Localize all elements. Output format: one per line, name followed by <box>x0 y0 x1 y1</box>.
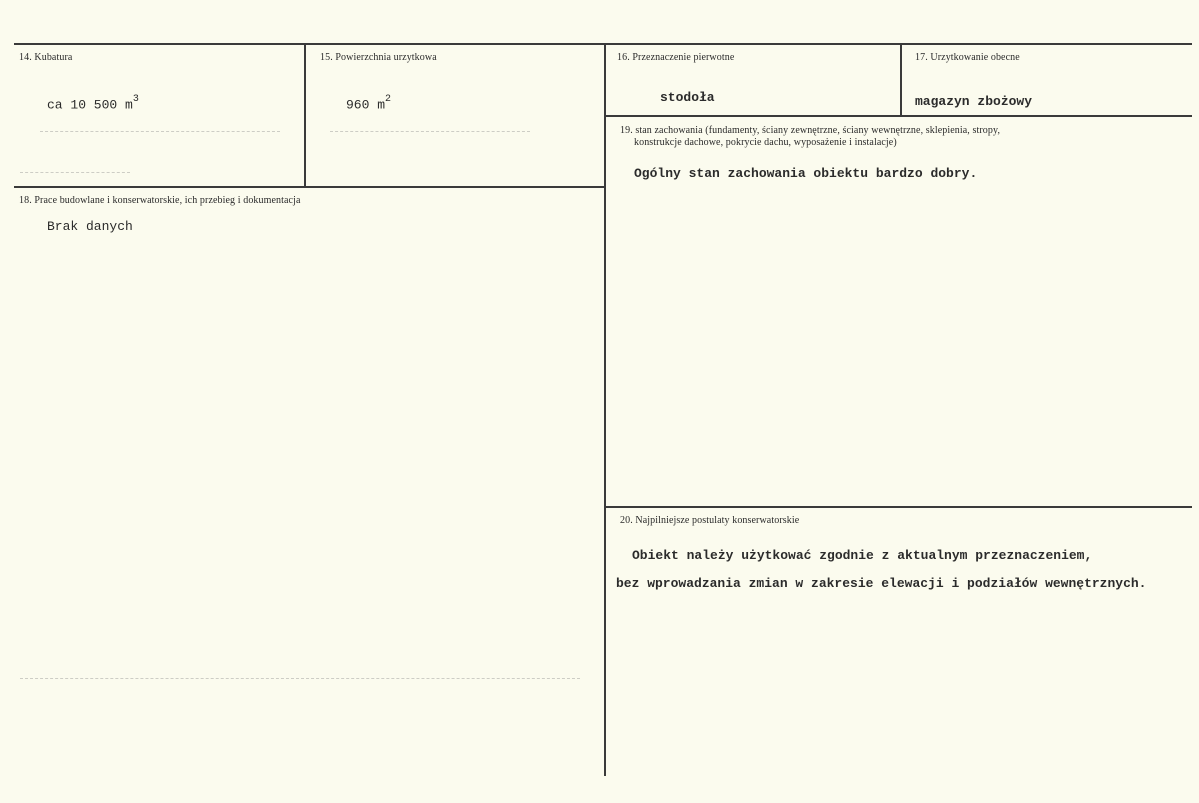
guide-line <box>20 172 130 174</box>
divider-14-15 <box>304 44 306 187</box>
top-rule <box>14 43 1192 45</box>
rule-left-mid <box>14 186 606 188</box>
field-15-value-text: 960 m <box>346 97 386 113</box>
field-15-value-exponent: 2 <box>385 94 392 105</box>
field-18-label: 18. Prace budowlane i konserwatorskie, ich przebieg i dokumentacja <box>19 195 301 206</box>
field-16-label: 16. Przeznaczenie pierwotne <box>617 52 735 63</box>
guide-line <box>330 131 530 133</box>
guide-line <box>20 678 580 680</box>
field-19-value: Ogólny stan zachowania obiektu bardzo dobry. <box>634 166 978 181</box>
field-20-value-line2: bez wprowadzania zmian w zakresie elewacji i podziałów wewnętrznych. <box>616 576 1147 591</box>
field-15-label: 15. Powierzchnia urzytkowa <box>320 52 437 63</box>
field-15-value <box>346 96 391 112</box>
rule-right-upper <box>606 115 1192 117</box>
field-14-value-exponent: 3 <box>132 94 139 105</box>
field-16-value: stodoła <box>660 90 715 105</box>
field-17-value: magazyn zbożowy <box>915 94 1033 109</box>
field-17-label: 17. Urzytkowanie obecne <box>915 52 1020 63</box>
divider-center <box>604 44 606 776</box>
guide-line <box>40 131 280 133</box>
field-14-label: 14. Kubatura <box>19 52 73 63</box>
field-20-label: 20. Najpilniejsze postulaty konserwatorskie <box>620 515 800 526</box>
field-14-value <box>47 96 139 112</box>
divider-16-17 <box>900 44 902 116</box>
field-19-label-line2: konstrukcje dachowe, pokrycie dachu, wyposażenie i instalacje) <box>634 137 897 148</box>
field-19-label-line1: 19. stan zachowania (fundamenty, ściany zewnętrzne, ściany wewnętrzne, sklepienia, stropy, <box>620 125 1001 136</box>
field-14-value-text: ca 10 500 m <box>47 97 133 113</box>
rule-right-lower <box>606 506 1192 508</box>
field-18-value: Brak danych <box>47 219 133 234</box>
field-20-value-line1: Obiekt należy użytkować zgodnie z aktualnym przeznaczeniem, <box>632 548 1093 563</box>
